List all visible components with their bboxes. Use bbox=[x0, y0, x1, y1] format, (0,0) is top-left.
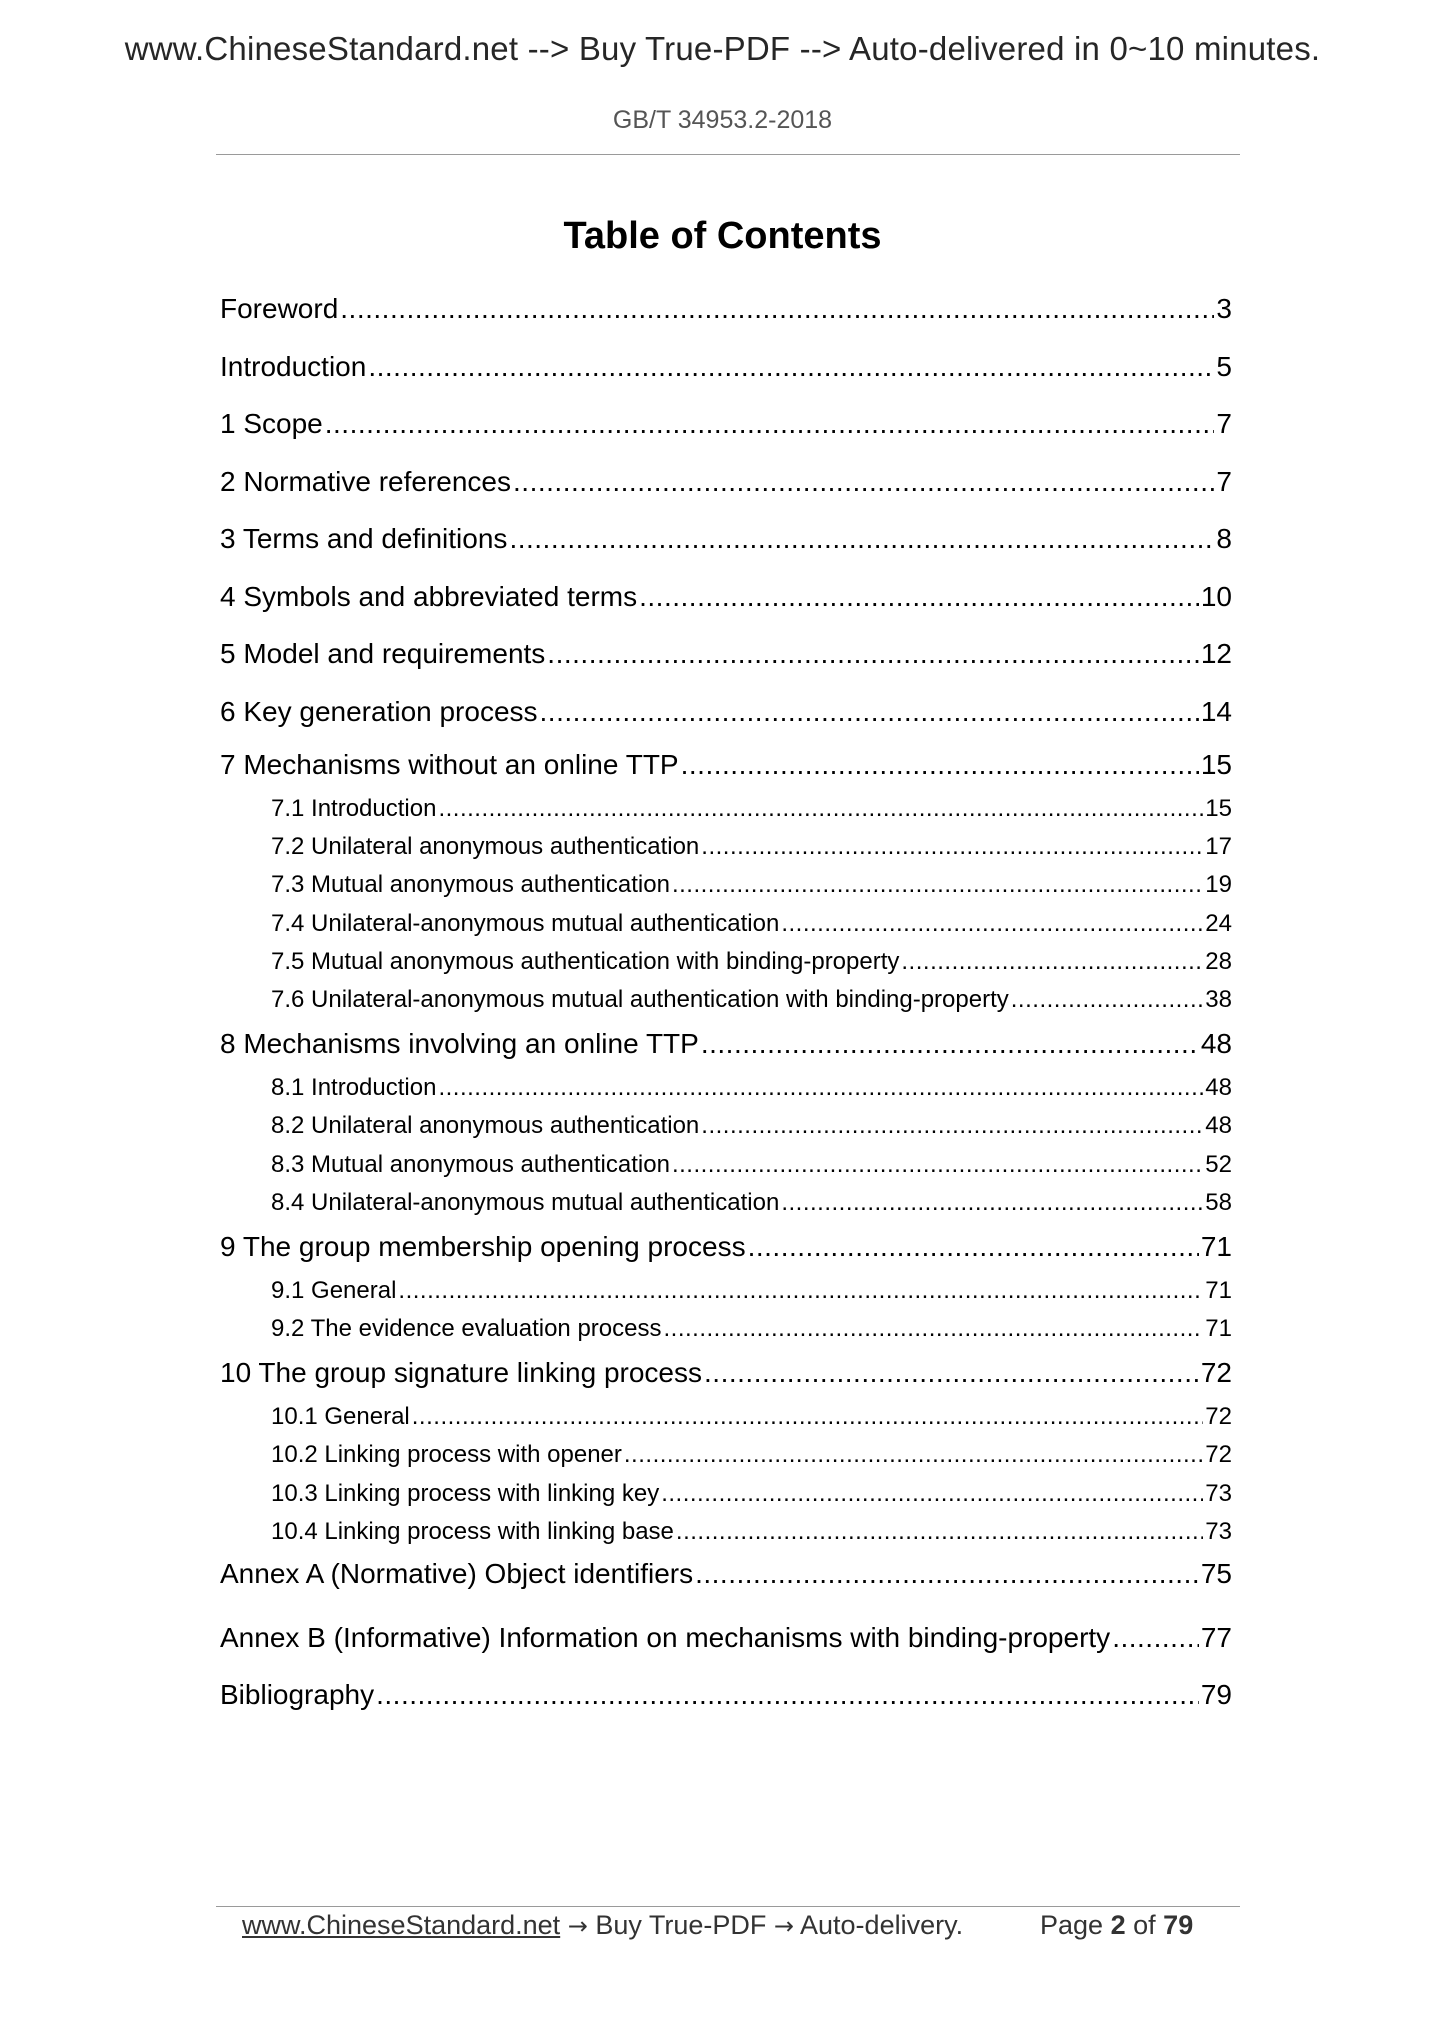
toc-entry-label: 10.2 Linking process with opener bbox=[271, 1441, 622, 1469]
page-indicator bbox=[1040, 1910, 1193, 1941]
right-arrow-icon: → bbox=[773, 1912, 794, 1940]
right-arrow-icon: → bbox=[567, 1912, 588, 1940]
toc-subentry[interactable] bbox=[271, 981, 1232, 1019]
toc-entry-label: 4 Symbols and abbreviated terms bbox=[220, 580, 638, 612]
toc-entry-page: 3 bbox=[1216, 293, 1232, 324]
toc-entry-page: 12 bbox=[1200, 638, 1232, 669]
toc-entry-page: 38 bbox=[1205, 985, 1232, 1013]
toc-entry-label: 9 The group membership opening process bbox=[220, 1230, 746, 1262]
dot-leader bbox=[748, 1222, 1199, 1272]
total-pages-number: 79 bbox=[1163, 1910, 1194, 1940]
of-label: of bbox=[1133, 1910, 1156, 1940]
toc-entry-label: Bibliography bbox=[220, 1679, 375, 1710]
toc-entry[interactable] bbox=[220, 625, 1232, 683]
dot-leader bbox=[672, 866, 1203, 904]
toc-entry[interactable] bbox=[220, 510, 1232, 568]
toc-entry-label: 7.6 Unilateral-anonymous mutual authentication with binding-property bbox=[271, 985, 1009, 1013]
dot-leader bbox=[901, 943, 1203, 981]
toc-entry-label: 7 Mechanisms without an online TTP bbox=[220, 749, 679, 780]
toc-entry-page: 17 bbox=[1205, 833, 1232, 861]
toc-entry[interactable] bbox=[220, 1609, 1232, 1667]
toc-entry[interactable] bbox=[220, 453, 1232, 511]
toc-entry-page: 7 bbox=[1216, 465, 1232, 497]
toc-entry-label: 8.2 Unilateral anonymous authentication bbox=[271, 1112, 700, 1140]
dot-leader bbox=[701, 1107, 1203, 1145]
toc-subentry[interactable] bbox=[271, 1310, 1232, 1348]
toc-subentry[interactable] bbox=[271, 1272, 1232, 1310]
footer-delivery-text: Auto-delivery. bbox=[800, 1910, 964, 1940]
toc-subentry[interactable] bbox=[271, 905, 1232, 943]
toc-entry-page: 8 bbox=[1216, 523, 1232, 554]
toc-subentry[interactable] bbox=[271, 1146, 1232, 1184]
toc-entry-label: 3 Terms and definitions bbox=[220, 523, 508, 554]
toc-entry-label: 7.2 Unilateral anonymous authentication bbox=[271, 833, 700, 861]
toc-subentry[interactable] bbox=[271, 1513, 1232, 1551]
toc-entry-page: 72 bbox=[1200, 1357, 1232, 1389]
toc-entry[interactable] bbox=[220, 683, 1232, 741]
toc-subentry[interactable] bbox=[271, 1398, 1232, 1436]
dot-leader bbox=[681, 740, 1199, 790]
toc-entry-page: 15 bbox=[1200, 749, 1232, 780]
toc-entry-page: 75 bbox=[1200, 1558, 1232, 1589]
toc-entry-label: 2 Normative references bbox=[220, 465, 512, 497]
toc-entry-page: 73 bbox=[1205, 1479, 1232, 1507]
document-code: GB/T 34953.2-2018 bbox=[612, 106, 833, 134]
current-page-number: 2 bbox=[1110, 1910, 1126, 1940]
dot-leader bbox=[701, 828, 1203, 866]
toc-entry-label: 9.1 General bbox=[271, 1276, 397, 1304]
top-banner: www.ChineseStandard.net --> Buy True-PDF --> Auto-delivered in 0~10 minutes. bbox=[124, 30, 1321, 67]
toc-entry-page: 58 bbox=[1205, 1188, 1232, 1216]
toc-entry-label: 7.4 Unilateral-anonymous mutual authentication bbox=[271, 909, 780, 937]
toc-entry-page: 73 bbox=[1205, 1517, 1232, 1545]
page-footer bbox=[242, 1910, 1242, 1941]
toc-entry-label: 5 Model and requirements bbox=[220, 638, 546, 669]
toc-entry-page: 15 bbox=[1205, 795, 1232, 822]
toc-entry-page: 7 bbox=[1216, 408, 1232, 439]
toc-entry-label: 7.5 Mutual anonymous authentication with binding-property bbox=[271, 947, 900, 975]
toc-subentry[interactable] bbox=[271, 790, 1232, 828]
toc-entry-label: 10 The group signature linking process bbox=[220, 1357, 703, 1389]
toc-entry[interactable] bbox=[220, 1019, 1232, 1069]
toc-entry-page: 48 bbox=[1205, 1112, 1232, 1140]
dot-leader bbox=[547, 625, 1199, 683]
dot-leader bbox=[325, 395, 1215, 453]
toc-entry[interactable] bbox=[220, 395, 1232, 453]
footer-buy-text: Buy True-PDF bbox=[595, 1910, 767, 1940]
toc-entry-page: 71 bbox=[1200, 1230, 1232, 1262]
toc-subentry[interactable] bbox=[271, 943, 1232, 981]
toc-entry-page: 28 bbox=[1205, 947, 1232, 975]
toc-entry-page: 48 bbox=[1205, 1074, 1232, 1102]
toc-entry-page: 71 bbox=[1205, 1276, 1232, 1304]
header-divider bbox=[216, 154, 1240, 155]
toc-subentry[interactable] bbox=[271, 828, 1232, 866]
dot-leader bbox=[513, 453, 1214, 511]
footer-site-link[interactable]: www.ChineseStandard.net bbox=[242, 1910, 561, 1940]
toc-entry-page: 48 bbox=[1200, 1028, 1232, 1060]
toc-entry-page: 52 bbox=[1205, 1150, 1232, 1178]
toc-entry-label: 8 Mechanisms involving an online TTP bbox=[220, 1028, 699, 1060]
dot-leader bbox=[624, 1436, 1203, 1474]
dot-leader bbox=[701, 1019, 1199, 1069]
toc-entry-label: 10.1 General bbox=[271, 1403, 410, 1431]
dot-leader bbox=[398, 1272, 1203, 1310]
toc-entry-label: 8.1 Introduction bbox=[271, 1074, 437, 1102]
toc-entry-page: 77 bbox=[1200, 1621, 1232, 1653]
toc-entry-page: 10 bbox=[1200, 580, 1232, 612]
toc-entry-label: Introduction bbox=[220, 350, 367, 382]
page-label: Page bbox=[1040, 1910, 1104, 1940]
toc-entry-label: 10.3 Linking process with linking key bbox=[271, 1479, 660, 1507]
toc-subentry[interactable] bbox=[271, 1436, 1232, 1474]
dot-leader bbox=[438, 790, 1203, 828]
dot-leader bbox=[695, 1551, 1199, 1597]
dot-leader bbox=[661, 1475, 1203, 1513]
toc-entry[interactable] bbox=[220, 1348, 1232, 1398]
dot-leader bbox=[1112, 1609, 1199, 1667]
toc-entry-label: Foreword bbox=[220, 293, 339, 324]
dot-leader bbox=[509, 510, 1214, 568]
dot-leader bbox=[438, 1069, 1203, 1107]
dot-leader bbox=[376, 1666, 1199, 1724]
dot-leader bbox=[340, 280, 1214, 338]
toc-entry-page: 5 bbox=[1216, 350, 1232, 382]
toc-entry[interactable] bbox=[220, 280, 1232, 338]
toc-subentry[interactable] bbox=[271, 866, 1232, 904]
toc-entry-page: 19 bbox=[1205, 871, 1232, 899]
dot-leader bbox=[1011, 981, 1204, 1019]
toc-entry-label: 1 Scope bbox=[220, 408, 323, 439]
toc-entry-label: 6 Key generation process bbox=[220, 695, 538, 727]
toc-entry-page: 24 bbox=[1205, 909, 1232, 937]
dot-leader bbox=[412, 1398, 1204, 1436]
toc-entry-page: 14 bbox=[1200, 695, 1232, 727]
toc-entry-label: 8.4 Unilateral-anonymous mutual authentication bbox=[271, 1188, 780, 1216]
dot-leader bbox=[663, 1310, 1203, 1348]
dot-leader bbox=[781, 1184, 1203, 1222]
dot-leader bbox=[540, 683, 1199, 741]
toc-entry-label: 9.2 The evidence evaluation process bbox=[271, 1315, 662, 1343]
toc-entry-label: 10.4 Linking process with linking base bbox=[271, 1517, 674, 1545]
footer-divider bbox=[216, 1906, 1240, 1907]
dot-leader bbox=[368, 338, 1214, 396]
toc-entry-label: Annex A (Normative) Object identifiers bbox=[220, 1558, 694, 1589]
dot-leader bbox=[781, 905, 1203, 943]
toc-subentry[interactable] bbox=[271, 1107, 1232, 1145]
table-of-contents bbox=[220, 280, 1232, 1724]
toc-entry[interactable] bbox=[220, 1666, 1232, 1724]
toc-entry[interactable] bbox=[220, 1551, 1232, 1609]
dot-leader bbox=[639, 568, 1199, 626]
toc-entry-label: 7.3 Mutual anonymous authentication bbox=[271, 871, 670, 899]
toc-subentry[interactable] bbox=[271, 1475, 1232, 1513]
toc-entry[interactable] bbox=[220, 338, 1232, 396]
toc-entry-label: Annex B (Informative) Information on mechanisms with binding-property bbox=[220, 1621, 1111, 1653]
toc-entry-label: 7.1 Introduction bbox=[271, 795, 437, 822]
toc-title: Table of Contents bbox=[563, 215, 882, 257]
toc-entry-page: 72 bbox=[1205, 1441, 1232, 1469]
toc-entry-page: 79 bbox=[1200, 1679, 1232, 1710]
toc-entry-page: 71 bbox=[1205, 1315, 1232, 1343]
toc-entry[interactable] bbox=[220, 1222, 1232, 1272]
toc-entry-label: 8.3 Mutual anonymous authentication bbox=[271, 1150, 670, 1178]
toc-entry-page: 72 bbox=[1205, 1403, 1232, 1431]
toc-subentry[interactable] bbox=[271, 1184, 1232, 1222]
dot-leader bbox=[672, 1146, 1203, 1184]
dot-leader bbox=[704, 1348, 1199, 1398]
toc-entry[interactable] bbox=[220, 568, 1232, 626]
toc-entry[interactable] bbox=[220, 740, 1232, 790]
dot-leader bbox=[676, 1513, 1203, 1551]
toc-subentry[interactable] bbox=[271, 1069, 1232, 1107]
